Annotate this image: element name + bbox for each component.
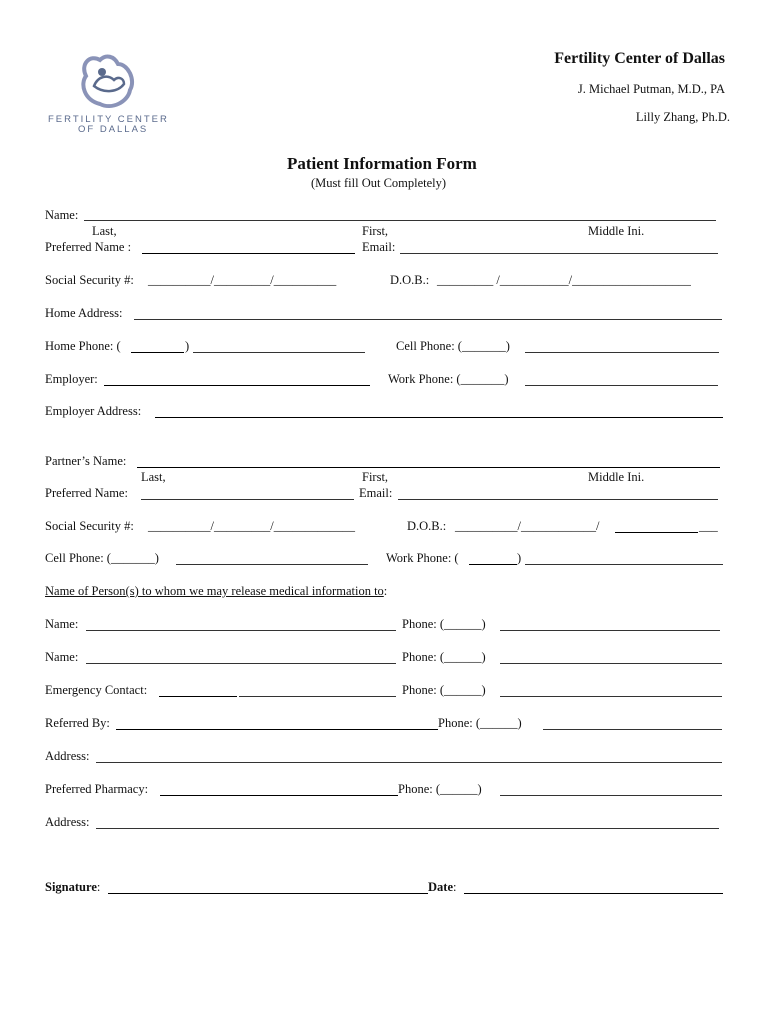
name-label: Name: — [45, 208, 79, 222]
partner-work-phone-area-field[interactable] — [469, 564, 517, 565]
referred-phone-field[interactable] — [543, 729, 722, 730]
signature-label-text: Signature — [45, 880, 97, 894]
partner-email-field[interactable] — [398, 499, 718, 500]
release-phone-1-field[interactable] — [500, 630, 720, 631]
partner-preferred-field[interactable] — [141, 499, 354, 500]
name-last-label: Last, — [92, 224, 117, 238]
date-label — [428, 880, 456, 895]
pharmacy-phone-label: Phone: (______) — [398, 782, 482, 796]
release-name-1-field[interactable] — [86, 630, 396, 631]
work-phone-field[interactable] — [525, 385, 718, 386]
referrer-address-field[interactable] — [96, 762, 722, 763]
home-phone-paren: ) — [185, 339, 190, 353]
home-phone-area-field[interactable] — [131, 352, 184, 353]
pharmacy-address-field[interactable] — [96, 828, 719, 829]
preferred-name-label: Preferred Name : — [45, 240, 132, 254]
home-address-label: Home Address: — [45, 306, 123, 320]
pharmacy-field[interactable] — [160, 795, 398, 796]
referred-phone-label: Phone: (______) — [438, 716, 522, 730]
home-phone-label: Home Phone: ( — [45, 339, 121, 353]
date-label-text: Date — [428, 880, 453, 894]
emergency-contact-field-b[interactable] — [239, 696, 396, 697]
partner-ssn-label: Social Security #: — [45, 519, 134, 533]
partner-first-label: First, — [362, 470, 389, 484]
logo-text-line2: OF DALLAS — [78, 124, 149, 135]
partner-email-label: Email: — [359, 486, 393, 500]
partner-middle-label: Middle Ini. — [588, 470, 645, 484]
partner-cell-phone-label: Cell Phone: (_______) — [45, 551, 159, 565]
name-middle-label: Middle Ini. — [588, 224, 645, 238]
emergency-contact-label: Emergency Contact: — [45, 683, 148, 697]
emergency-contact-field-a[interactable] — [159, 696, 237, 697]
release-phone-2-label: Phone: (______) — [402, 650, 486, 664]
partner-dob-end: ___ — [699, 519, 718, 533]
employer-address-field[interactable] — [155, 417, 723, 418]
release-name-2-field[interactable] — [86, 663, 396, 664]
release-heading — [45, 584, 387, 599]
partner-name-field[interactable] — [137, 467, 720, 468]
home-address-field[interactable] — [134, 319, 722, 320]
partner-dob-field[interactable]: __________/____________/ — [455, 519, 600, 533]
emergency-phone-field[interactable] — [500, 696, 722, 697]
email-field[interactable] — [400, 253, 718, 254]
release-phone-1-label: Phone: (______) — [402, 617, 486, 631]
referred-by-label: Referred By: — [45, 716, 110, 730]
employer-label: Employer: — [45, 372, 98, 386]
referred-by-field[interactable] — [116, 729, 438, 730]
partner-work-phone-paren: ) — [517, 551, 522, 565]
cell-phone-label: Cell Phone: (_______) — [396, 339, 510, 353]
name-first-label: First, — [362, 224, 389, 238]
partner-name-label: Partner’s Name: — [45, 454, 127, 468]
pharmacy-label: Preferred Pharmacy: — [45, 782, 149, 796]
date-field[interactable] — [464, 893, 723, 894]
preferred-name-field[interactable] — [142, 253, 355, 254]
partner-work-phone-label: Work Phone: ( — [386, 551, 459, 565]
employer-field[interactable] — [104, 385, 370, 386]
release-name-2-label: Name: — [45, 650, 79, 664]
partner-preferred-label: Preferred Name: — [45, 486, 128, 500]
employer-address-label: Employer Address: — [45, 404, 142, 418]
pharmacy-address-label: Address: — [45, 815, 90, 829]
logo-mark-icon — [78, 50, 138, 112]
signature-colon: : — [96, 880, 101, 894]
logo-text-line1: FERTILITY CENTER — [48, 114, 169, 125]
partner-ssn-field[interactable]: __________/_________/_____________ — [148, 519, 355, 533]
release-name-1-label: Name: — [45, 617, 79, 631]
form-title: Patient Information Form — [287, 154, 477, 173]
partner-last-label: Last, — [141, 470, 166, 484]
signature-field[interactable] — [108, 893, 428, 894]
emergency-phone-label: Phone: (______) — [402, 683, 486, 697]
doctor-2: Lilly Zhang, Ph.D. — [635, 110, 730, 124]
pharmacy-phone-field[interactable] — [500, 795, 722, 796]
name-field[interactable] — [84, 220, 716, 221]
partner-cell-phone-field[interactable] — [176, 564, 368, 565]
dob-field[interactable]: _________ /___________/___________________ — [437, 273, 691, 287]
partner-dob-year-field[interactable] — [615, 532, 698, 533]
doctor-1: J. Michael Putman, M.D., PA — [577, 82, 725, 96]
cell-phone-field[interactable] — [525, 352, 719, 353]
partner-dob-label: D.O.B.: — [407, 519, 447, 533]
ssn-label: Social Security #: — [45, 273, 134, 287]
date-colon: : — [453, 880, 457, 894]
home-phone-field[interactable] — [193, 352, 365, 353]
release-phone-2-field[interactable] — [500, 663, 722, 664]
email-label: Email: — [362, 240, 396, 254]
partner-work-phone-field[interactable] — [525, 564, 723, 565]
release-heading-text: Name of Person(s) to whom we may release medical information to — [45, 584, 384, 598]
work-phone-label: Work Phone: (_______) — [388, 372, 509, 386]
form-subtitle: (Must fill Out Completely) — [311, 176, 447, 190]
referrer-address-label: Address: — [45, 749, 90, 763]
signature-label — [45, 880, 100, 895]
dob-label: D.O.B.: — [390, 273, 430, 287]
ssn-field[interactable]: __________/_________/__________ — [148, 273, 337, 287]
release-heading-colon: : — [383, 584, 388, 598]
org-name: Fertility Center of Dallas — [554, 50, 725, 67]
